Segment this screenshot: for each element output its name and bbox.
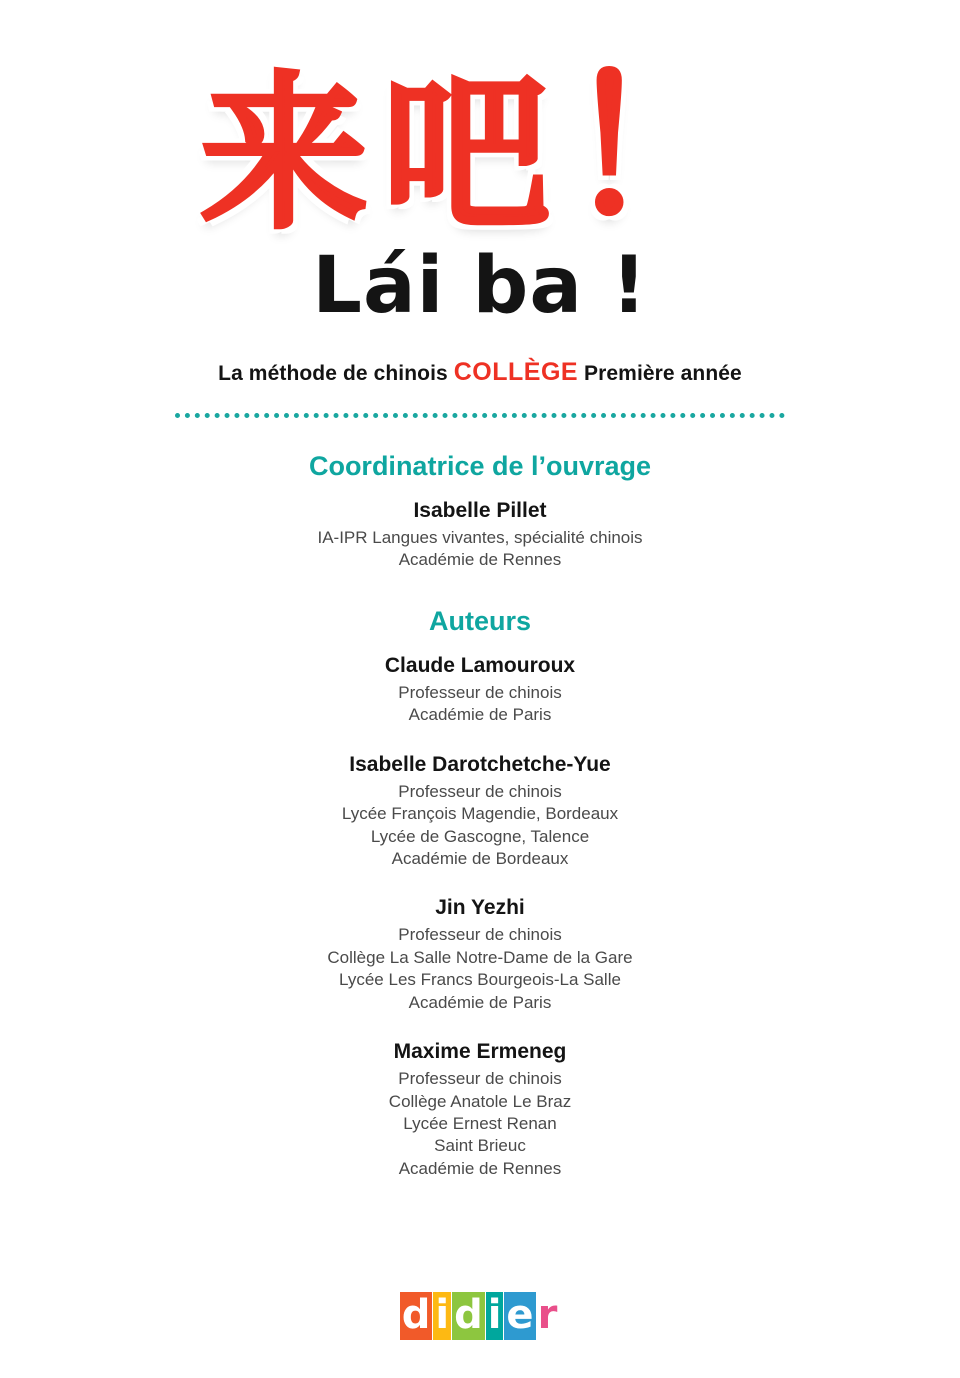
chinese-title-exclamation: ！ [564,47,760,251]
pinyin-title: Lái ba ! [312,241,648,331]
logo-letter: r [537,1292,558,1338]
person-name: Jin Yezhi [435,896,525,920]
coordinator-heading: Coordinatrice de l’ouvrage [308,450,652,481]
person-detail-line: Professeur de chinois [398,781,562,801]
person-detail-line: Collège Anatole Le Braz [388,1091,572,1111]
person-detail-line: Académie de Paris [408,705,552,725]
person-name: Maxime Ermeneg [393,1040,567,1064]
logo-letter: d [401,1292,431,1338]
person-detail-line: Professeur de chinois [398,682,562,702]
logo-letter: i [487,1292,502,1338]
person-detail-line: Lycée Ernest Renan [403,1114,557,1134]
chinese-title-characters: 来吧 [200,56,564,252]
logo-letter: i [435,1292,450,1338]
chinese-title [200,47,760,252]
person-detail-line: IA-IPR Langues vivantes, spécialité chinois [317,527,643,547]
authors-heading: Auteurs [428,605,531,636]
cover-subtitle [218,358,742,387]
dotted-divider [175,413,785,423]
person-detail-line: Académie de Rennes [398,1158,562,1178]
publisher-logo [0,1292,960,1340]
authors-block [327,654,632,1181]
person-entry [327,1040,632,1180]
coordinator-block [317,499,642,572]
person-detail-line: Académie de Bordeaux [391,848,569,868]
person-detail-line: Académie de Rennes [398,550,562,570]
person-detail-line: Lycée François Magendie, Bordeaux [341,804,619,824]
person-detail-line: Lycée de Gascogne, Talence [370,826,590,846]
logo-letter: e [506,1292,534,1338]
person-detail-line: Académie de Paris [408,992,552,1012]
person-name: Claude Lamouroux [384,653,576,677]
person-entry [317,499,642,572]
person-detail-line: Collège La Salle Notre-Dame de la Gare [327,947,633,967]
person-detail-line: Saint Brieuc [434,1136,526,1156]
person-name: Isabelle Pillet [413,498,547,522]
subtitle-before: La méthode de chinois [218,361,448,385]
didier-logo [400,1292,561,1340]
person-detail-line: Professeur de chinois [398,925,562,945]
subtitle-highlight: COLLÈGE [453,357,579,386]
person-detail-line: Lycée Les Francs Bourgeois-La Salle [339,970,621,990]
person-entry [327,896,632,1014]
person-entry [327,654,632,727]
subtitle-after: Première année [584,361,742,385]
person-name: Isabelle Darotchetche-Yue [349,752,611,776]
person-detail-line: Professeur de chinois [398,1069,562,1089]
person-entry [327,753,632,871]
logo-letter: d [454,1292,483,1338]
